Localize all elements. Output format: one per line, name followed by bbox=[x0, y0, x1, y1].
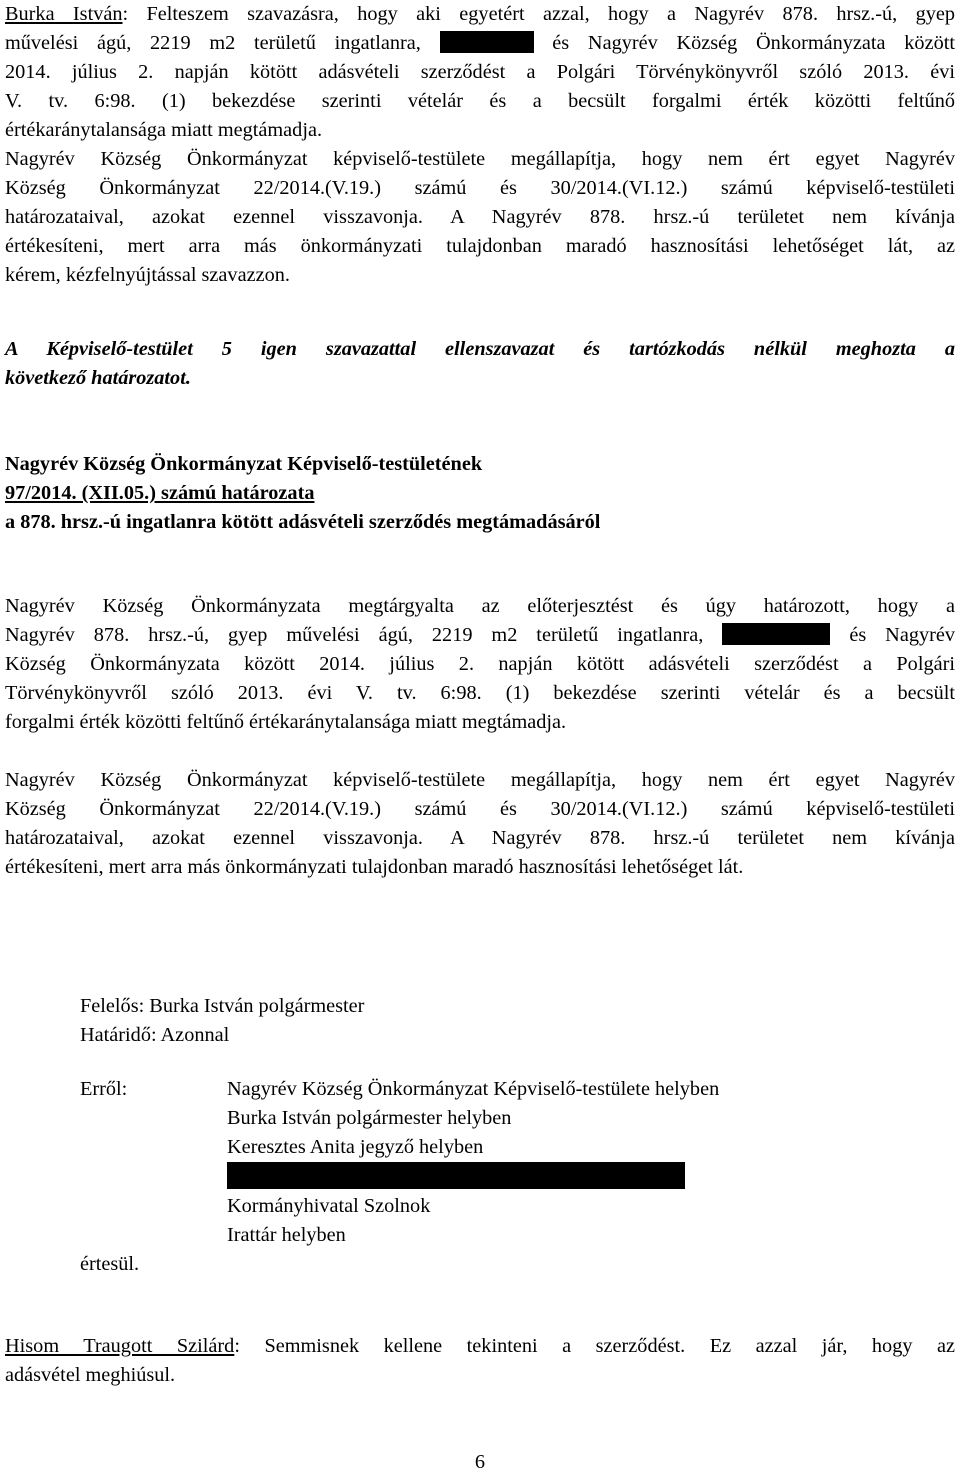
text-line: művelési ágú, 2219 m2 területű ingatlanra, és Nagyrév Község Önkormányzata között bbox=[5, 32, 955, 54]
text-line: Nagyrév 878. hrsz.-ú, gyep művelési ágú, 2219 m2 területű ingatlanra, és Nagyrév bbox=[5, 624, 955, 646]
speaker-name: Hisom Traugott Szilárd bbox=[5, 1335, 235, 1357]
text-line: értékesíteni, mert arra más önkormányzati tulajdonban maradó hasznosítási lehetőséget lát, az bbox=[5, 235, 955, 257]
redacted-name bbox=[722, 623, 830, 645]
resolution-number: 97/2014. (XII.05.) számú határozata bbox=[5, 482, 315, 504]
recipients-label: Erről: bbox=[80, 1078, 128, 1100]
text-line: forgalmi érték közötti feltűnő értékaránytalansága miatt megtámadja. bbox=[5, 711, 567, 733]
text-line: határozataival, azokat ezennel visszavonja. A Nagyrév 878. hrsz.-ú területet nem kívánja bbox=[5, 206, 955, 228]
deadline-line: Határidő: Azonnal bbox=[80, 1024, 230, 1046]
responsible-line: Felelős: Burka István polgármester bbox=[80, 995, 365, 1017]
text-line: értékesíteni, mert arra más önkormányzati tulajdonban maradó hasznosítási lehetőséget lát. bbox=[5, 856, 744, 878]
text-line: A Képviselő-testület 5 igen szavazattal ellenszavazat és tartózkodás nélkül meghozta a bbox=[5, 338, 955, 360]
text-line: következő határozatot. bbox=[5, 367, 191, 389]
text-line: Törvénykönyvről szóló 2013. évi V. tv. 6:98. (1) bekezdése szerinti vételár és a becsült bbox=[5, 682, 955, 704]
text-line: Hisom Traugott Szilárd: Semmisnek kellene tekinteni a szerződést. Ez azzal jár, hogy az bbox=[5, 1335, 955, 1357]
page-number: 6 bbox=[474, 1451, 486, 1473]
text-line: adásvétel meghiúsul. bbox=[5, 1364, 176, 1386]
text-line: értékaránytalansága miatt megtámadja. bbox=[5, 119, 323, 141]
text-line: V. tv. 6:98. (1) bekezdése szerinti vételár és a becsült forgalmi érték közötti feltűnő bbox=[5, 90, 955, 112]
text-line: Község Önkormányzata között 2014. július 2. napján kötött adásvételi szerződést a Polgári bbox=[5, 653, 955, 675]
recipient-item: Keresztes Anita jegyző helyben bbox=[227, 1136, 484, 1158]
resolution-heading bbox=[5, 450, 955, 537]
redacted-name bbox=[440, 31, 534, 53]
redacted-recipient bbox=[227, 1162, 719, 1192]
resolution-text-2 bbox=[5, 766, 955, 882]
vote-result bbox=[5, 335, 955, 393]
paragraph-motion bbox=[5, 0, 955, 290]
text-line: Nagyrév Község Önkormányzat képviselő-testülete megállapítja, hogy nem ért egyet Nagyrév bbox=[5, 148, 955, 170]
text-line: Község Önkormányzat 22/2014.(V.19.) számú és 30/2014.(VI.12.) számú képviselő-testületi bbox=[5, 798, 955, 820]
recipient-item: Irattár helyben bbox=[227, 1224, 346, 1246]
recipient-item: Nagyrév Község Önkormányzat Képviselő-testülete helyben bbox=[227, 1078, 720, 1100]
resolution-subject: a 878. hrsz.-ú ingatlanra kötött adásvételi szerződés megtámadásáról bbox=[5, 511, 601, 533]
notified-label: értesül. bbox=[80, 1253, 140, 1275]
responsibility-block bbox=[5, 992, 955, 1050]
text-line: Nagyrév Község Önkormányzata megtárgyalta az előterjesztést és úgy határozott, hogy a bbox=[5, 595, 955, 617]
text-line: Nagyrév Község Önkormányzat képviselő-testülete megállapítja, hogy nem ért egyet Nagyrév bbox=[5, 769, 955, 791]
text-line: 2014. július 2. napján kötött adásvételi szerződést a Polgári Törvénykönyvről szóló 2013. évi bbox=[5, 61, 955, 83]
resolution-text bbox=[5, 592, 955, 737]
document-page bbox=[5, 0, 955, 1390]
paragraph-comment bbox=[5, 1332, 955, 1390]
resolution-body: Nagyrév Község Önkormányzat Képviselő-testületének bbox=[5, 453, 483, 475]
text-line: Község Önkormányzat 22/2014.(V.19.) számú és 30/2014.(VI.12.) számú képviselő-testületi bbox=[5, 177, 955, 199]
text-line: határozataival, azokat ezennel visszavonja. A Nagyrév 878. hrsz.-ú területet nem kívánja bbox=[5, 827, 955, 849]
text-line: kérem, kézfelnyújtással szavazzon. bbox=[5, 264, 290, 286]
text-line: Burka István: Felteszem szavazásra, hogy aki egyetért azzal, hogy a Nagyrév 878. hrsz.-ú, gyep bbox=[5, 3, 955, 25]
recipients-block bbox=[5, 1075, 955, 1279]
recipient-item: Kormányhivatal Szolnok bbox=[227, 1195, 431, 1217]
recipient-item: Burka István polgármester helyben bbox=[227, 1107, 512, 1129]
speaker-name: Burka István bbox=[5, 3, 123, 25]
recipients-list bbox=[227, 1075, 719, 1250]
